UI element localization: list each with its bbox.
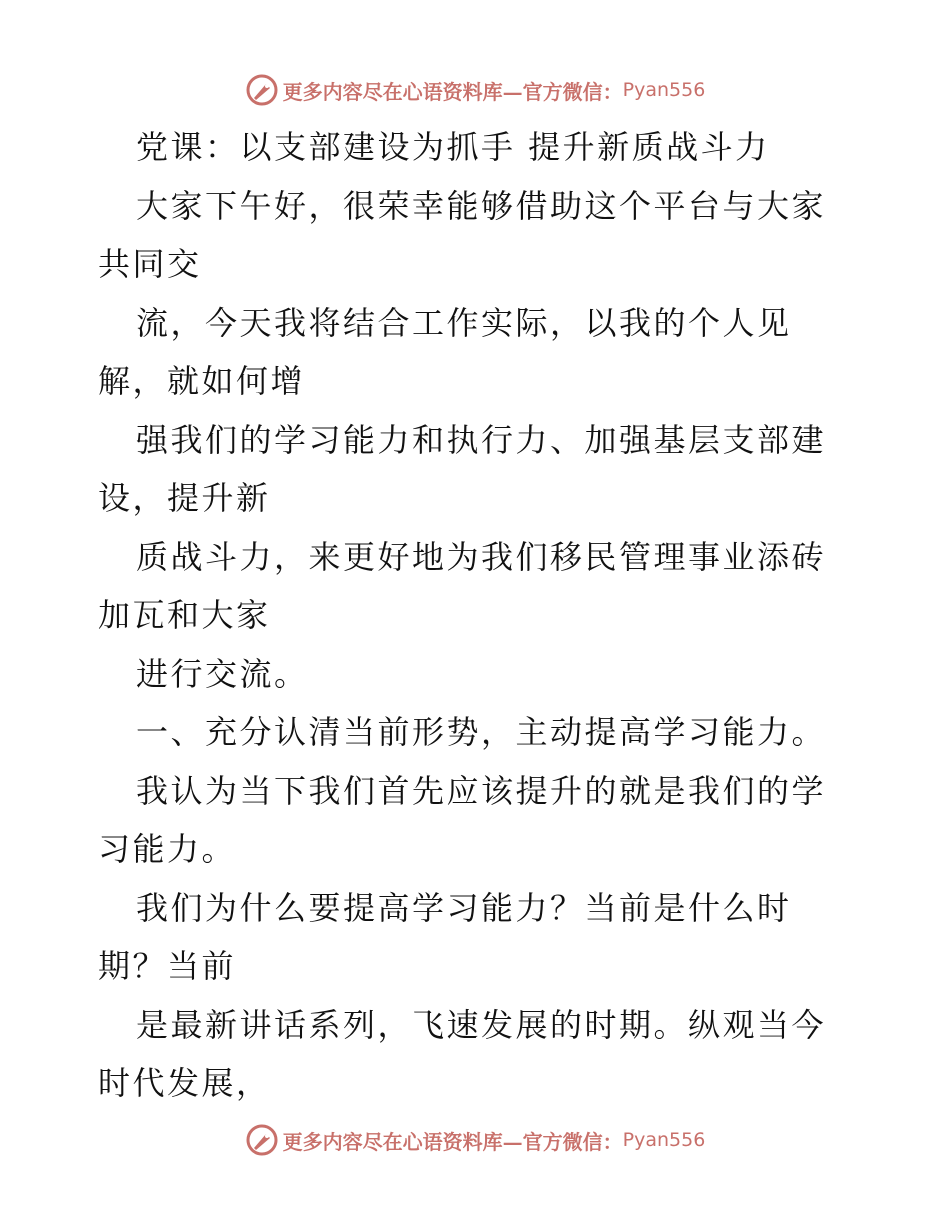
paragraph: 质战斗力，来更好地为我们移民管理事业添砖加瓦和大家 [98,537,827,634]
paragraph: 进行交流。 [136,654,309,693]
document-body [98,118,858,1113]
section-heading: 一、充分认清当前形势，主动提高学习能力。 [136,713,827,751]
watermark-contact: Pyan556 [622,79,706,101]
header-watermark [0,70,950,110]
document-title: 党课：以支部建设为抓手 提升新质战斗力 [136,128,770,166]
watermark-text: 更多内容尽在心语资料库—官方微信： [282,1129,623,1154]
paragraph: 强我们的学习能力和执行力、加强基层支部建设，提升新 [98,420,827,517]
watermark-contact: Pyan556 [622,1129,706,1151]
paragraph: 流，今天我将结合工作实际，以我的个人见解，就如何增 [98,303,792,400]
footer-watermark [0,1120,950,1160]
paragraph: 是最新讲话系列，飞速发展的时期。纵观当今时代发展， [98,1005,827,1102]
paragraph: 我认为当下我们首先应该提升的就是我们的学习能力。 [98,771,827,868]
paragraph: 大家下午好，很荣幸能够借助这个平台与大家共同交 [98,186,827,283]
pen-nib-logo-icon [245,1123,279,1157]
pen-nib-logo-icon [245,73,279,107]
paragraph: 我们为什么要提高学习能力？当前是什么时期？当前 [98,888,792,985]
watermark-text: 更多内容尽在心语资料库—官方微信： [282,79,623,104]
